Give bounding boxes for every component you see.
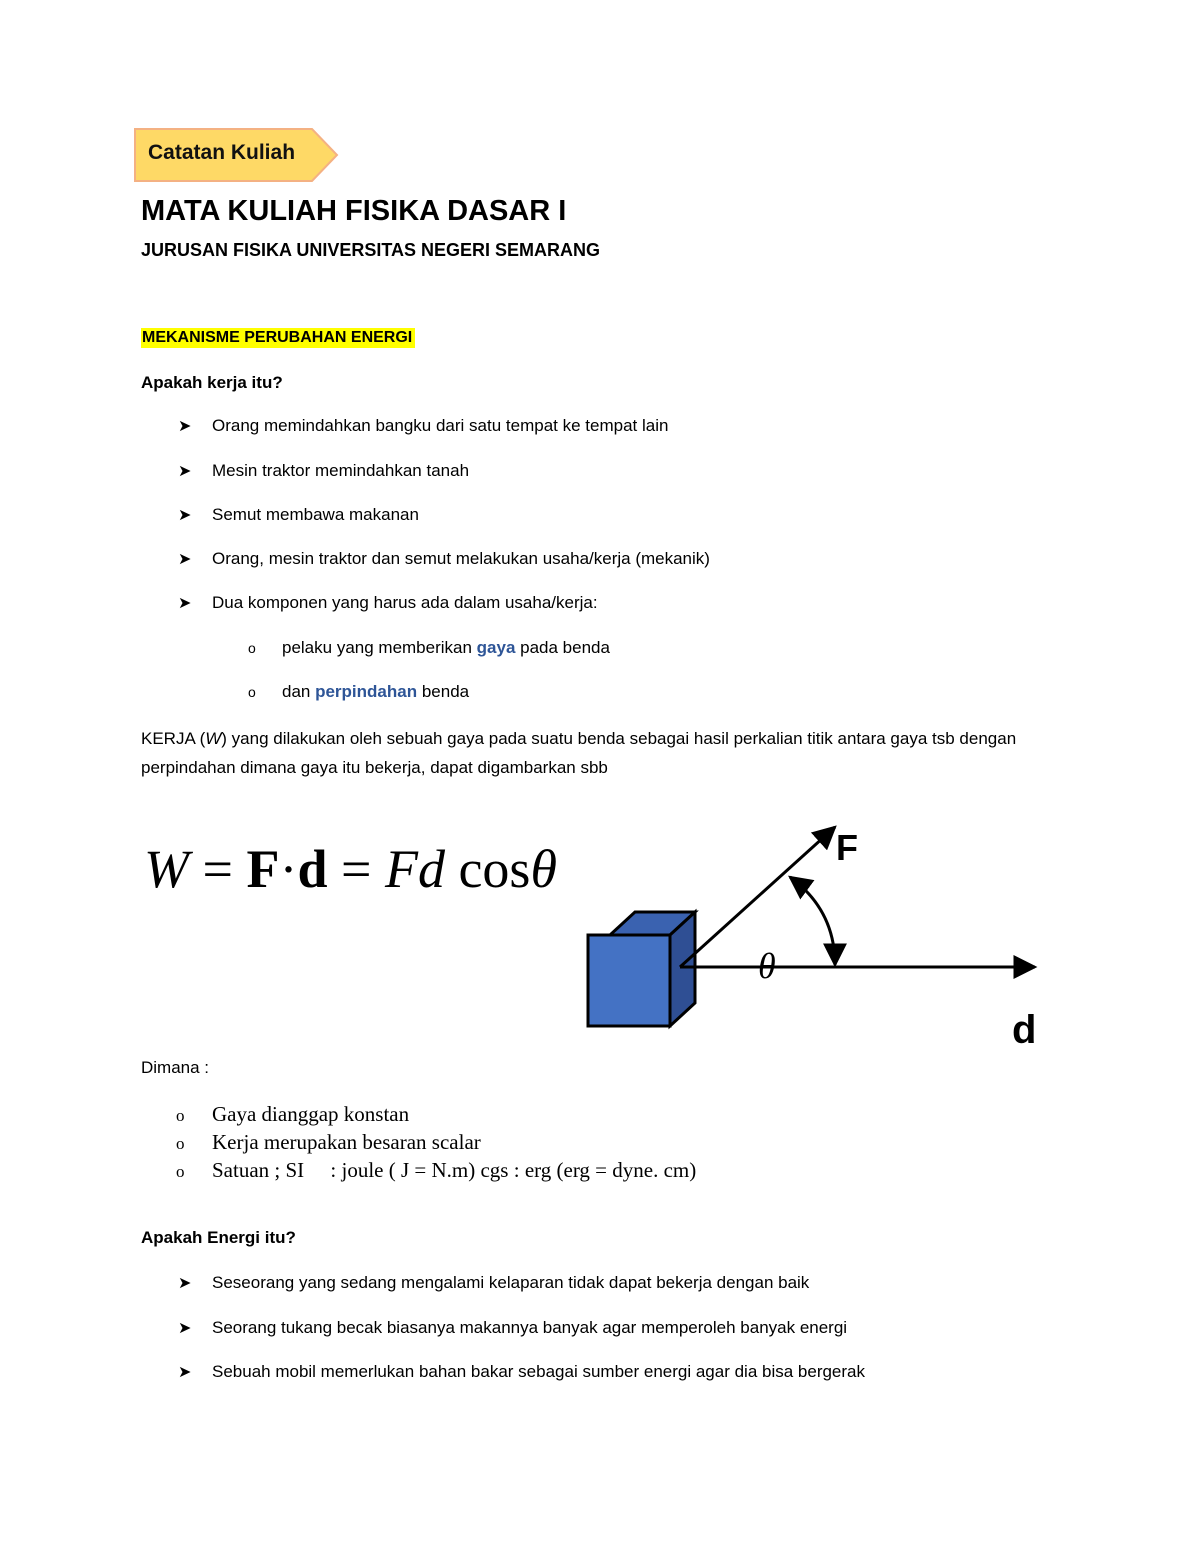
section-heading: MEKANISME PERUBAHAN ENERGI (141, 328, 415, 348)
list-item: ➤ Mesin traktor memindahkan tanah (178, 459, 469, 483)
circle-bullet-icon: o (176, 1134, 185, 1153)
list-item: ➤ Orang memindahkan bangku dari satu tempat ke tempat lain (178, 414, 668, 438)
arrow-bullet-icon: ➤ (178, 463, 192, 480)
displacement-label: d (1012, 1008, 1037, 1050)
list-item: ➤ Dua komponen yang harus ada dalam usaha/kerja: (178, 591, 598, 615)
box-block (588, 912, 695, 1026)
tag-label: Catatan Kuliah (148, 141, 296, 164)
force-label: F (836, 827, 858, 868)
list-item: ➤ Seorang tukang becak biasanya makannya banyak agar memperoleh banyak energi (178, 1316, 847, 1340)
arrow-bullet-icon: ➤ (178, 1364, 192, 1381)
list-item: o Satuan ; SI : joule ( J = N.m) cgs : erg (erg = dyne. cm) (176, 1157, 696, 1184)
angle-arc (790, 877, 835, 965)
circle-bullet-icon: o (248, 684, 256, 700)
work-definition: KERJA (W) yang dilakukan oleh sebuah gaya pada suatu benda sebagai hasil perkalian titik antara gaya tsb dengan perpindahan dimana gaya itu bekerja, dapat digambarkan sbb (141, 729, 1017, 777)
energy-question: Apakah Energi itu? (141, 1228, 296, 1247)
list-item: ➤ Semut membawa makanan (178, 503, 419, 527)
sub-list-item: o dan perpindahan benda (248, 680, 469, 704)
angle-label: θ (758, 946, 776, 986)
sub-list-item: o pelaku yang memberikan gaya pada benda (248, 636, 610, 660)
work-question: Apakah kerja itu? (141, 373, 283, 392)
page-title: MATA KULIAH FISIKA DASAR I (141, 195, 567, 227)
circle-bullet-icon: o (248, 640, 256, 656)
arrow-bullet-icon: ➤ (178, 507, 192, 524)
catatan-kuliah-tag (134, 128, 340, 182)
circle-bullet-icon: o (176, 1162, 185, 1181)
list-item: ➤ Sebuah mobil memerlukan bahan bakar sebagai sumber energi agar dia bisa bergerak (178, 1360, 865, 1384)
list-item: ➤ Seseorang yang sedang mengalami kelaparan tidak dapat bekerja dengan baik (178, 1271, 809, 1295)
arrow-bullet-icon: ➤ (178, 1275, 192, 1292)
arrow-bullet-icon: ➤ (178, 1320, 192, 1337)
circle-bullet-icon: o (176, 1106, 185, 1125)
dimana-label: Dimana : (141, 1058, 210, 1077)
page-subtitle: JURUSAN FISIKA UNIVERSITAS NEGERI SEMARANG (141, 240, 601, 260)
arrow-bullet-icon: ➤ (178, 418, 192, 435)
list-item: o Kerja merupakan besaran scalar (176, 1129, 481, 1156)
list-item: o Gaya dianggap konstan (176, 1101, 409, 1128)
arrow-bullet-icon: ➤ (178, 595, 192, 612)
list-item: ➤ Orang, mesin traktor dan semut melakukan usaha/kerja (mekanik) (178, 547, 710, 571)
work-formula: W = F·d = Fd cosθ (144, 839, 557, 899)
force-displacement-diagram (580, 815, 1050, 1050)
arrow-bullet-icon: ➤ (178, 551, 192, 568)
